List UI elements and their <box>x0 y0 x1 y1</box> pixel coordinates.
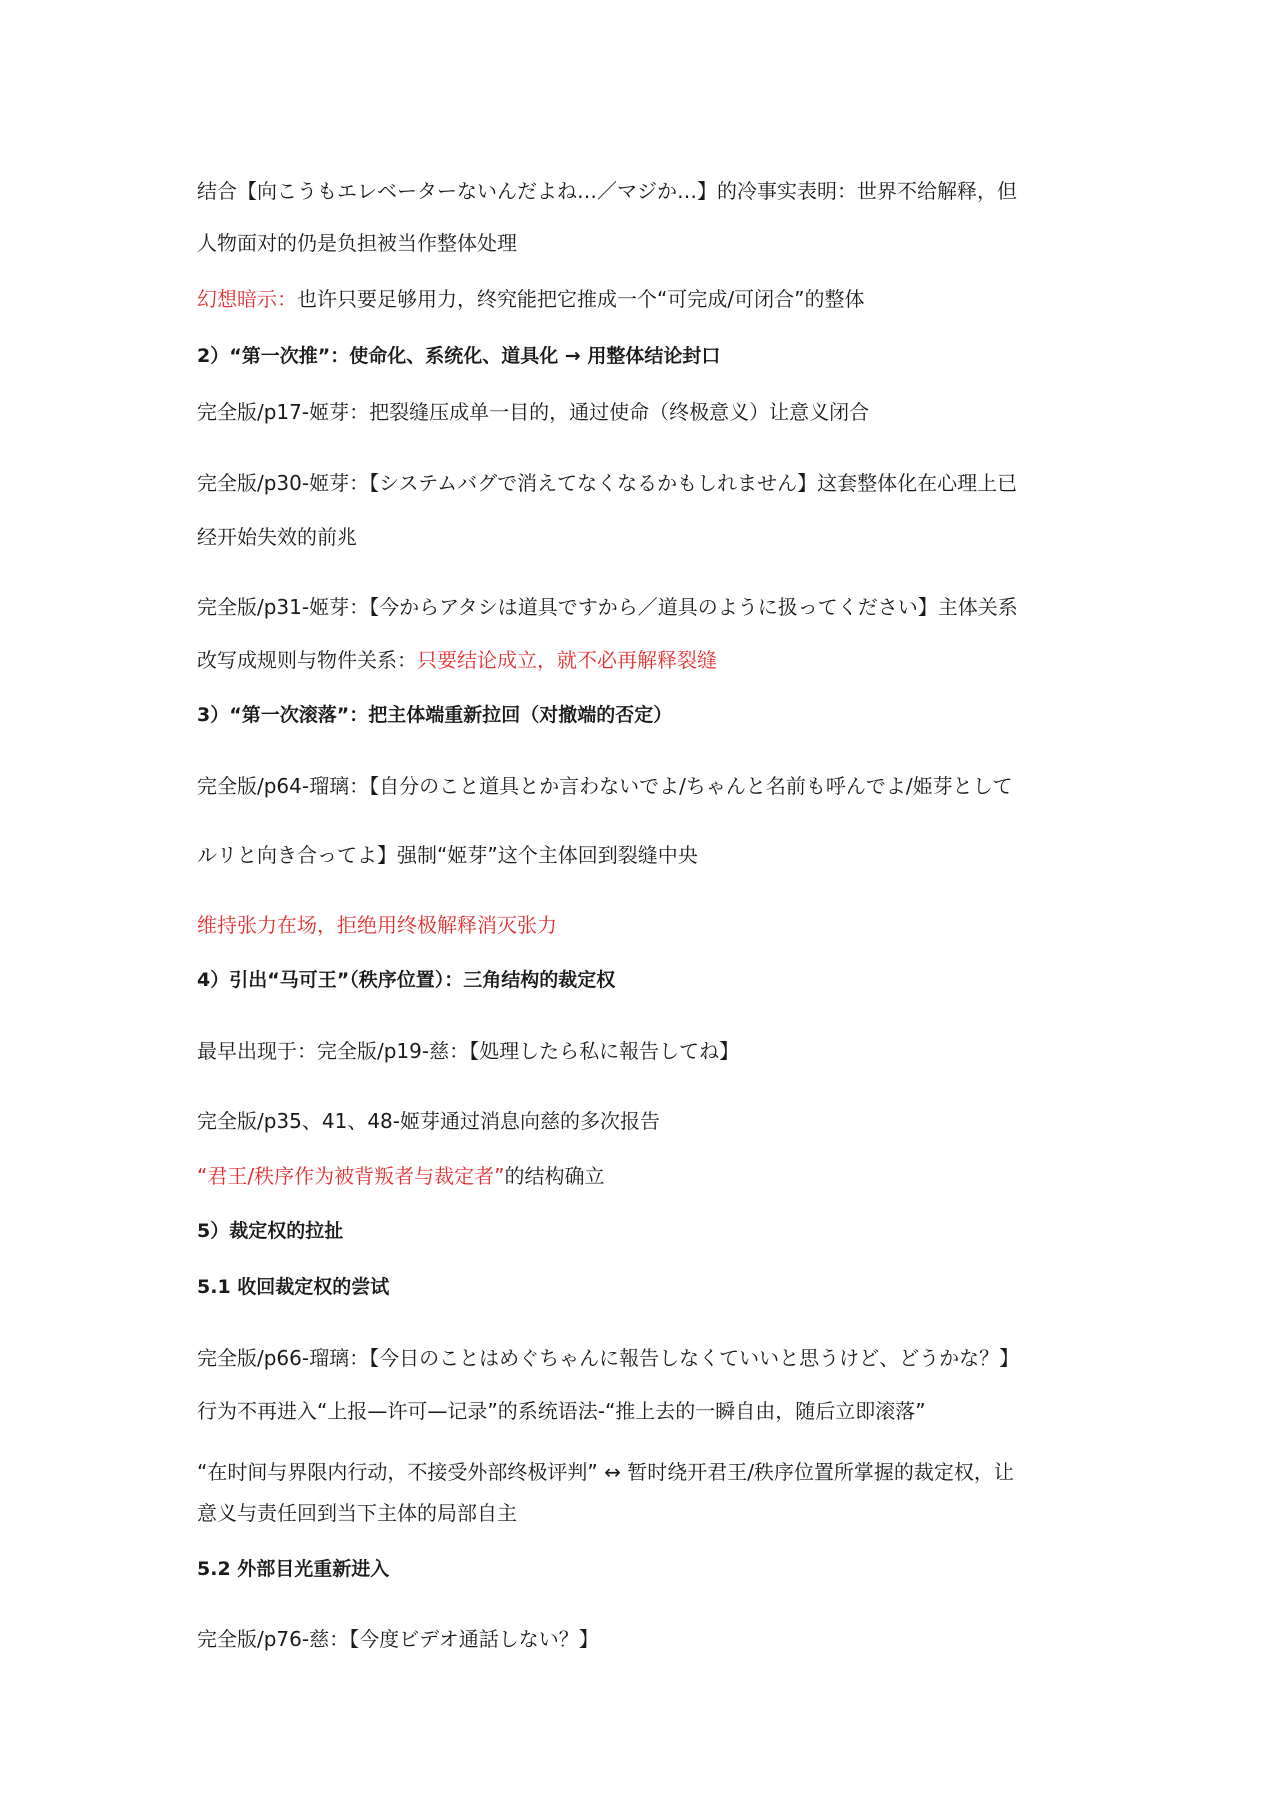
paragraph-text: 改写成规则与物件关系： <box>197 648 417 672</box>
red-highlight: 幻想暗示： <box>197 287 297 311</box>
subsection-heading: 5.2 外部目光重新进入 <box>197 1558 390 1580</box>
paragraph-line: 意义与责任回到当下主体的局部自主 <box>197 1501 517 1525</box>
paragraph-text: 的结构确立 <box>504 1164 605 1188</box>
paragraph <box>197 1163 1097 1189</box>
paragraph: 完全版/p17-姬芽：把裂缝压成单一目的，通过使命（终极意义）让意义闭合 <box>197 400 870 424</box>
section-heading: 4）引出“马可王”（秩序位置）：三角结构的裁定权 <box>197 969 616 991</box>
paragraph-line: “在时间与界限内行动，不接受外部终极评判” ↔ 暂时绕开君王/秩序位置所掌握的裁定权，让 <box>197 1460 1014 1484</box>
paragraph-line: ルリと向き合ってよ】强制“姬芽”这个主体回到裂缝中央 <box>197 843 698 867</box>
paragraph-line: 结合【向こうもエレベーターないんだよね…／マジか…】的冷事实表明：世界不给解释，但 <box>197 179 1017 203</box>
paragraph-line: 完全版/p31-姬芽：【今からアタシは道具ですから／道具のように扱ってください】主体关系 <box>197 595 1018 619</box>
paragraph: 完全版/p35、41、48-姬芽通过消息向慈的多次报告 <box>197 1109 660 1133</box>
paragraph-line: 完全版/p30-姬芽：【システムバグで消えてなくなるかもしれません】这套整体化在心理上已 <box>197 471 1018 495</box>
red-highlight: 维持张力在场，拒绝用终极解释消灭张力 <box>197 913 557 937</box>
paragraph <box>197 286 1097 312</box>
paragraph: 行为不再进入“上报—许可—记录”的系统语法-“推上去的一瞬自由，随后立即滚落” <box>197 1399 926 1423</box>
paragraph-line: 人物面对的仍是负担被当作整体处理 <box>197 231 517 255</box>
section-heading: 5）裁定权的拉扯 <box>197 1220 344 1242</box>
paragraph: 完全版/p66-瑠璃：【今日のことはめぐちゃんに報告しなくていいと思うけど、どうかな？】 <box>197 1346 1020 1370</box>
red-highlight: “君王/秩序作为被背叛者与裁定者” <box>197 1164 505 1188</box>
section-heading: 3）“第一次滚落”：把主体端重新拉回（对撤端的否定） <box>197 704 673 726</box>
paragraph-line: 经开始失效的前兆 <box>197 525 357 549</box>
paragraph: 完全版/p76-慈：【今度ビデオ通話しない？】 <box>197 1627 599 1651</box>
paragraph-text: 也许只要足够用力，终究能把它推成一个“可完成/可闭合”的整体 <box>297 287 865 311</box>
paragraph: 最早出现于：完全版/p19-慈：【処理したら私に報告してね】 <box>197 1039 740 1063</box>
paragraph-line: 完全版/p64-瑠璃：【自分のこと道具とか言わないでよ/ちゃんと名前も呼んでよ/姫芽として <box>197 774 1013 798</box>
subsection-heading: 5.1 收回裁定权的尝试 <box>197 1276 390 1298</box>
paragraph-line <box>197 647 1097 673</box>
red-highlight: 只要结论成立，就不必再解释裂缝 <box>417 648 717 672</box>
section-heading: 2）“第一次推”：使命化、系统化、道具化 → 用整体结论封口 <box>197 345 721 367</box>
